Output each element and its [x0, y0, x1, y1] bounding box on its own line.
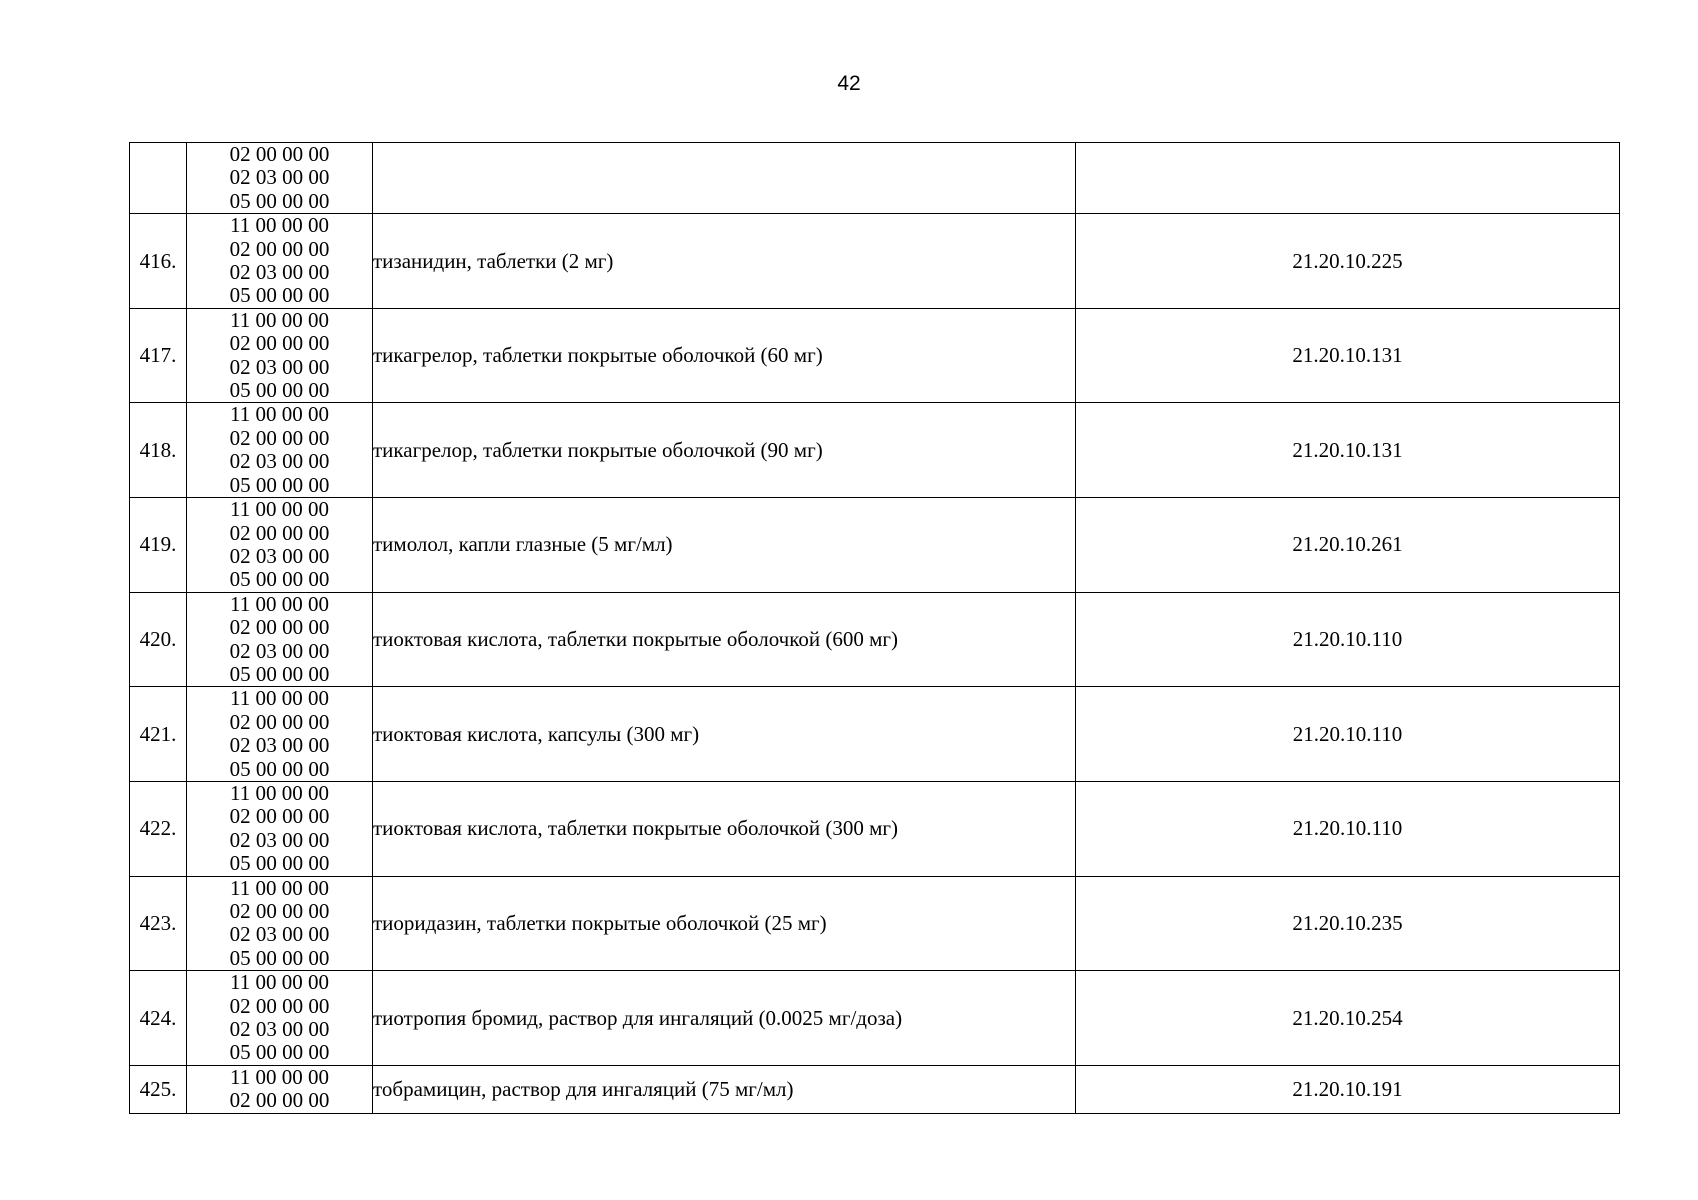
- code-line: 02 03 00 00: [229, 543, 330, 568]
- code-line: 05 00 00 00: [229, 378, 330, 403]
- codes-cell: [187, 1065, 373, 1113]
- row-number-cell: 425.: [130, 1065, 187, 1113]
- code-line: 02 00 00 00: [229, 331, 330, 356]
- medication-name-cell: тиоридазин, таблетки покрытые оболочкой (25 мг): [373, 876, 1076, 971]
- medication-name-cell: тикагрелор, таблетки покрытые оболочкой (60 мг): [373, 308, 1076, 403]
- code-line: 05 00 00 00: [229, 851, 330, 876]
- medication-name-cell: тизанидин, таблетки (2 мг): [373, 214, 1076, 309]
- code-line: 05 00 00 00: [229, 1040, 330, 1065]
- row-number-cell: 420.: [130, 592, 187, 687]
- code-line: 02 00 00 00: [229, 804, 330, 829]
- okpd-code-cell: 21.20.10.225: [1076, 214, 1620, 309]
- codes-cell: [187, 403, 373, 498]
- okpd-code-cell: 21.20.10.131: [1076, 308, 1620, 403]
- code-line: 02 03 00 00: [229, 260, 330, 285]
- codes-cell: [187, 971, 373, 1066]
- code-line: 11 00 00 00: [230, 213, 329, 238]
- code-line: 11 00 00 00: [230, 1064, 329, 1089]
- code-line: 02 03 00 00: [229, 827, 330, 852]
- okpd-code-cell: 21.20.10.261: [1076, 498, 1620, 593]
- code-line: 02 00 00 00: [229, 142, 330, 166]
- code-line: 02 03 00 00: [229, 1017, 330, 1042]
- row-number-cell: 423.: [130, 876, 187, 971]
- medication-name-cell: тиотропия бромид, раствор для ингаляций (0.0025 мг/доза): [373, 971, 1076, 1066]
- code-line: 05 00 00 00: [229, 472, 330, 497]
- code-line: 02 03 00 00: [229, 733, 330, 758]
- row-number-cell: 416.: [130, 214, 187, 309]
- code-line: 11 00 00 00: [230, 497, 329, 522]
- medication-name-cell: тиоктовая кислота, капсулы (300 мг): [373, 687, 1076, 782]
- code-line: 02 00 00 00: [229, 993, 330, 1018]
- table-row: [130, 308, 1620, 403]
- code-line: 02 00 00 00: [229, 899, 330, 923]
- table-row: [130, 592, 1620, 687]
- code-line: 11 00 00 00: [230, 591, 329, 616]
- code-line: 02 00 00 00: [229, 236, 330, 261]
- codes-cell: [187, 498, 373, 593]
- medication-name-cell: тиоктовая кислота, таблетки покрытые оболочкой (300 мг): [373, 781, 1076, 876]
- table-row-continuation: [130, 143, 1620, 214]
- row-number-cell: [130, 143, 187, 214]
- okpd-code-cell: 21.20.10.110: [1076, 687, 1620, 782]
- code-line: 11 00 00 00: [230, 686, 329, 711]
- code-line: 02 00 00 00: [229, 1088, 330, 1113]
- codes-cell: [187, 876, 373, 971]
- row-number-cell: 422.: [130, 781, 187, 876]
- codes-cell: [187, 781, 373, 876]
- table-row: [130, 498, 1620, 593]
- table-row: [130, 971, 1620, 1066]
- okpd-code-cell: 21.20.10.235: [1076, 876, 1620, 971]
- table-row: [130, 876, 1620, 971]
- okpd-code-cell: 21.20.10.131: [1076, 403, 1620, 498]
- codes-cell: [187, 592, 373, 687]
- okpd-code-cell: 21.20.10.110: [1076, 781, 1620, 876]
- codes-cell: [187, 687, 373, 782]
- medication-table-body: [130, 143, 1620, 1114]
- code-line: 11 00 00 00: [230, 402, 329, 427]
- code-line: 11 00 00 00: [230, 970, 329, 995]
- code-line: 05 00 00 00: [229, 188, 330, 213]
- medication-table: [129, 142, 1620, 1114]
- okpd-code-cell: 21.20.10.254: [1076, 971, 1620, 1066]
- code-line: 11 00 00 00: [230, 307, 329, 332]
- code-line: 02 03 00 00: [229, 165, 330, 190]
- code-line: 05 00 00 00: [229, 283, 330, 308]
- medication-name-cell: тикагрелор, таблетки покрытые оболочкой (90 мг): [373, 403, 1076, 498]
- okpd-code-cell: 21.20.10.191: [1076, 1065, 1620, 1113]
- code-line: 02 00 00 00: [229, 425, 330, 450]
- medication-name-cell: тобрамицин, раствор для ингаляций (75 мг/мл): [373, 1065, 1076, 1113]
- page-number: 42: [837, 72, 861, 95]
- code-line: 05 00 00 00: [229, 661, 330, 686]
- code-line: 05 00 00 00: [229, 945, 330, 970]
- code-line: 11 00 00 00: [230, 875, 329, 900]
- codes-cell: [187, 214, 373, 309]
- okpd-code-cell: [1076, 143, 1620, 214]
- table-row: [130, 403, 1620, 498]
- row-number-cell: 421.: [130, 687, 187, 782]
- code-line: 11 00 00 00: [230, 780, 329, 805]
- code-line: 02 03 00 00: [229, 354, 330, 379]
- medication-name-cell: тимолол, капли глазные (5 мг/мл): [373, 498, 1076, 593]
- codes-cell: [187, 308, 373, 403]
- medication-name-cell: тиоктовая кислота, таблетки покрытые оболочкой (600 мг): [373, 592, 1076, 687]
- medication-name-cell: [373, 143, 1076, 214]
- table-row: [130, 687, 1620, 782]
- code-line: 05 00 00 00: [229, 756, 330, 781]
- code-line: 02 03 00 00: [229, 638, 330, 663]
- table-row: [130, 214, 1620, 309]
- code-line: 02 00 00 00: [229, 709, 330, 734]
- row-number-cell: 419.: [130, 498, 187, 593]
- row-number-cell: 424.: [130, 971, 187, 1066]
- row-number-cell: 417.: [130, 308, 187, 403]
- codes-cell: [187, 143, 373, 214]
- table-row: [130, 1065, 1620, 1113]
- table-row: [130, 781, 1620, 876]
- code-line: 02 03 00 00: [229, 922, 330, 947]
- code-line: 02 03 00 00: [229, 449, 330, 474]
- code-line: 02 00 00 00: [229, 615, 330, 640]
- row-number-cell: 418.: [130, 403, 187, 498]
- code-line: 02 00 00 00: [229, 520, 330, 545]
- okpd-code-cell: 21.20.10.110: [1076, 592, 1620, 687]
- code-line: 05 00 00 00: [229, 567, 330, 592]
